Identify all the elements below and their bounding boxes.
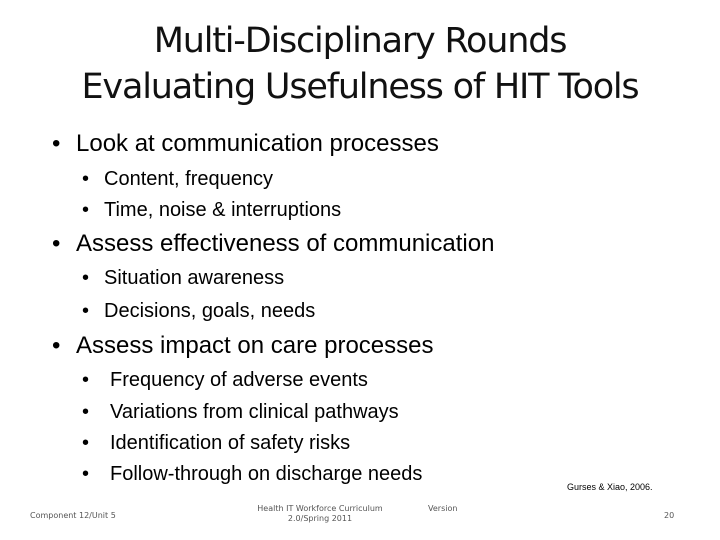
bullet-text: Variations from clinical pathways [110, 401, 399, 423]
bullet-text: Assess effectiveness of communication [76, 230, 495, 257]
bullet-text: Situation awareness [104, 267, 285, 289]
bullet-icon: • [82, 168, 90, 190]
bullet-icon: • [82, 369, 90, 391]
bullet-icon: • [52, 130, 61, 157]
bullet-icon: • [82, 432, 90, 454]
bullet-item-level2 [82, 266, 284, 290]
bullet-item-level1 [52, 130, 439, 158]
bullet-text: Look at communication processes [76, 130, 439, 157]
bullet-icon: • [82, 267, 90, 289]
bullet-text: Decisions, goals, needs [104, 300, 316, 322]
footer-component: Component 12/Unit 5 [30, 511, 116, 520]
bullet-icon: • [82, 199, 90, 221]
bullet-item-level2 [82, 431, 350, 455]
bullet-icon: • [82, 463, 90, 485]
footer-curriculum: Health IT Workforce Curriculum 2.0/Spring 2011 [257, 504, 383, 523]
slide-title [20, 18, 700, 110]
bullet-text: Content, frequency [104, 168, 273, 190]
bullet-item-level2 [82, 400, 399, 424]
bullet-item-level2 [82, 167, 273, 191]
bullet-item-level2 [82, 299, 315, 323]
bullet-item-level1 [52, 332, 433, 360]
footer-version: Version [428, 504, 458, 513]
bullet-item-level2 [82, 198, 341, 222]
bullet-item-level1 [52, 230, 494, 258]
bullet-text: Identification of safety risks [110, 432, 351, 454]
title-line-1: Multi-Disciplinary Rounds [153, 21, 567, 61]
bullet-icon: • [52, 230, 61, 257]
bullet-item-level2 [82, 462, 422, 486]
bullet-icon: • [52, 332, 61, 359]
bullet-text: Frequency of adverse events [110, 369, 368, 391]
bullet-icon: • [82, 401, 90, 423]
bullet-icon: • [82, 300, 90, 322]
bullet-text: Assess impact on care processes [76, 332, 434, 359]
title-line-2: Evaluating Usefulness of HIT Tools [81, 67, 639, 107]
bullet-text: Follow-through on discharge needs [110, 463, 423, 485]
bullet-text: Time, noise & interruptions [104, 199, 342, 221]
bullet-item-level2 [82, 368, 368, 392]
citation: Gurses & Xiao, 2006. [567, 482, 653, 492]
page-number: 20 [664, 511, 675, 520]
